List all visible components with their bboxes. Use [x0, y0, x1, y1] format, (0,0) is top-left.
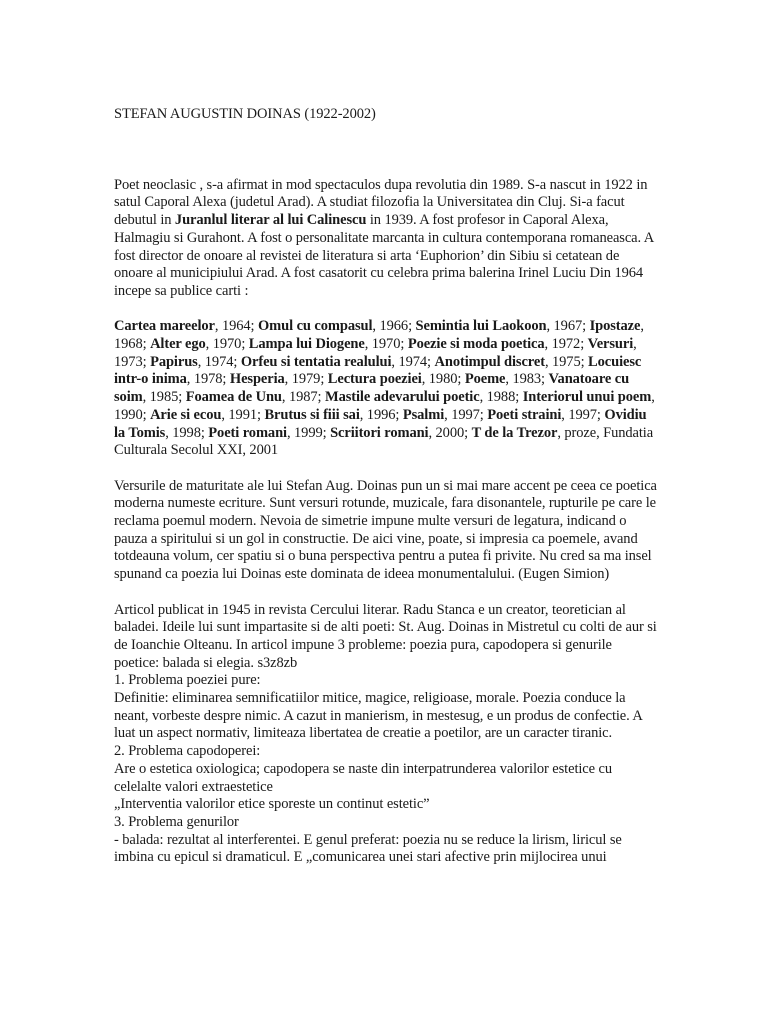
biography-text-end: in 1939. A fost profesor in Caporal Alexa, Halmagiu si Gurahont. A fost o personalitate marcanta in cultura contemporana romaneasca. A fost director de onoare al revistei de literatura si arta ‘Euphorion’ din Sibiu si cetatean de onoare al municipiului Arad. A fost casatorit cu celebra prima balerina Irinel Luciu Din 1964 incepe sa publice carti :	[114, 212, 654, 299]
work-title: Foamea de Unu	[185, 389, 282, 406]
work-year: , 1983;	[505, 371, 549, 388]
work-title: Hesperia	[229, 371, 285, 388]
work-year: , 1974;	[391, 353, 435, 370]
problem-2-heading: 2. Problema capodoperei:	[114, 743, 261, 760]
work-title: Ovidiu la Tomis	[114, 406, 647, 441]
work-title: Ipostaze	[589, 318, 641, 335]
document-page	[114, 106, 658, 867]
work-year: , 1974;	[197, 353, 241, 370]
biography-paragraph	[114, 177, 658, 301]
work-title: Mastile adevarului poetic	[325, 389, 480, 406]
work-year: , 1980;	[421, 371, 465, 388]
work-title: Papirus	[150, 353, 198, 370]
problem-2-text: Are o estetica oxiologica; capodopera se naste din interpatrunderea valorilor estetice cu celelalte valori extraestetice	[114, 760, 612, 795]
work-title: Orfeu si tentatia realului	[240, 353, 392, 370]
work-year: , 1972;	[544, 336, 588, 353]
problem-3-heading: 3. Problema genurilor	[114, 813, 239, 830]
debut-journal-title: Juranlul literar al lui Calinescu	[174, 212, 367, 229]
work-title: Poeti romani	[208, 424, 287, 441]
work-year: , 1967;	[546, 318, 590, 335]
work-year: , 1970;	[205, 336, 249, 353]
work-title: Semintia lui Laokoon	[415, 318, 547, 335]
document-title: STEFAN AUGUSTIN DOINAS (1922-2002)	[114, 106, 376, 122]
biography-text-start: Poet neoclasic , s-a afirmat in mod spectaculos dupa revolutia din 1989. S-a nascut in 1922 in satul Caporal Alexa (judetul Arad). A studiat filozofia la Universitatea din Cluj. Si-a facut debutul in	[114, 176, 648, 229]
works-list	[114, 318, 658, 460]
work-year: , 1964;	[214, 318, 258, 335]
simion-quote-paragraph: Versurile de maturitate ale lui Stefan Aug. Doinas pun un si mai mare accent pe ceea ce poetica moderna numeste ecriture. Sunt versuri rotunde, muzicale, fara disonantele, rupturile pe care le reclama poemul modern. Nevoia de simetrie impune multe versuri de legatura, indicand o pauza a spiritului si un gol in constructie. De aici vine, poate, si impresia ca poemele, avand totdeauna volum, cer spatiu si o buna perspectiva pentru a putea fi privite. Nu cred sa ma insel spunand ca poezia lui Doinas este dominata de ideea monumentalului. (Eugen Simion)	[114, 477, 657, 583]
problem-1-text: Definitie: eliminarea semnificatiilor mitice, magice, religioase, morale. Poezia conduce la neant, vorbeste despre nimic. A cazut in manierism, in mestesug, e un produs de confectie. A luat un aspect normativ, limiteaza libertatea de creatie a poetilor, are un caracter tiranic.	[114, 690, 642, 742]
work-title: Brutus si fiii sai	[264, 406, 360, 423]
work-year: , 1978;	[186, 371, 230, 388]
work-title: Anotimpul discret	[434, 353, 545, 370]
work-title: Poeti straini	[487, 406, 562, 423]
work-year: , 1987;	[281, 389, 325, 406]
work-year: , 1990;	[114, 389, 655, 423]
work-year: , 1999;	[286, 424, 331, 441]
work-title: Locuiesc intr-o inima	[114, 353, 642, 388]
work-year: , 1970;	[364, 336, 408, 353]
work-year: , 2000;	[428, 424, 472, 441]
work-year: , 1997;	[444, 406, 488, 423]
work-title: Arie si ecou	[150, 406, 222, 423]
work-title: Versuri	[587, 336, 634, 353]
work-year: , 1991;	[221, 406, 265, 423]
work-title: Vanatoare cu soim	[114, 371, 630, 406]
work-title: Alter ego	[150, 336, 206, 353]
work-year: , 1973;	[114, 336, 637, 370]
article-intro: Articol publicat in 1945 in revista Cercului literar. Radu Stanca e un creator, teoretician al baladei. Ideile lui sunt impartasite si de alti poeti: St. Aug. Doinas in Mistretul cu colti de aur si de Ioanchie Olteanu. In articol impune 3 probleme: poezia pura, capodopera si genurile poetice: balada si elegia. s3z8zb	[114, 601, 657, 671]
work-title: Interiorul unui poem	[522, 389, 652, 406]
work-year: , 1979;	[284, 371, 328, 388]
work-year: , 1988;	[479, 389, 523, 406]
work-title: Cartea mareelor	[114, 318, 215, 335]
work-title: Lectura poeziei	[327, 371, 422, 388]
work-title: Lampa lui Diogene	[248, 336, 365, 353]
work-title: T de la Trezor	[471, 424, 558, 441]
work-year: , proze, Fundatia Culturala Secolul XXI, 2001	[114, 424, 654, 459]
problem-1-heading: 1. Problema poeziei pure:	[114, 672, 261, 689]
work-title: Omul cu compasul	[258, 318, 373, 335]
work-year: , 1975;	[544, 353, 589, 370]
work-title: Poeme	[464, 371, 506, 388]
problem-2-quote: „Interventia valorilor etice sporeste un continut estetic”	[114, 796, 430, 813]
work-title: Scriitori romani	[330, 424, 429, 441]
work-year: , 1997;	[561, 406, 605, 423]
problem-3-text: - balada: rezultat al interferentei. E genul preferat: poezia nu se reduce la lirism, liricul se imbina cu epicul si dramaticul. E „comunicarea unei stari afective prin mijlocirea unui	[114, 831, 622, 866]
work-year: , 1985;	[142, 389, 186, 406]
work-title: Psalmi	[402, 406, 445, 423]
work-year: , 1966;	[372, 318, 416, 335]
work-title: Poezie si moda poetica	[407, 336, 545, 353]
work-year: , 1968;	[114, 318, 644, 353]
work-year: , 1998;	[165, 424, 209, 441]
work-year: , 1996;	[359, 406, 403, 423]
